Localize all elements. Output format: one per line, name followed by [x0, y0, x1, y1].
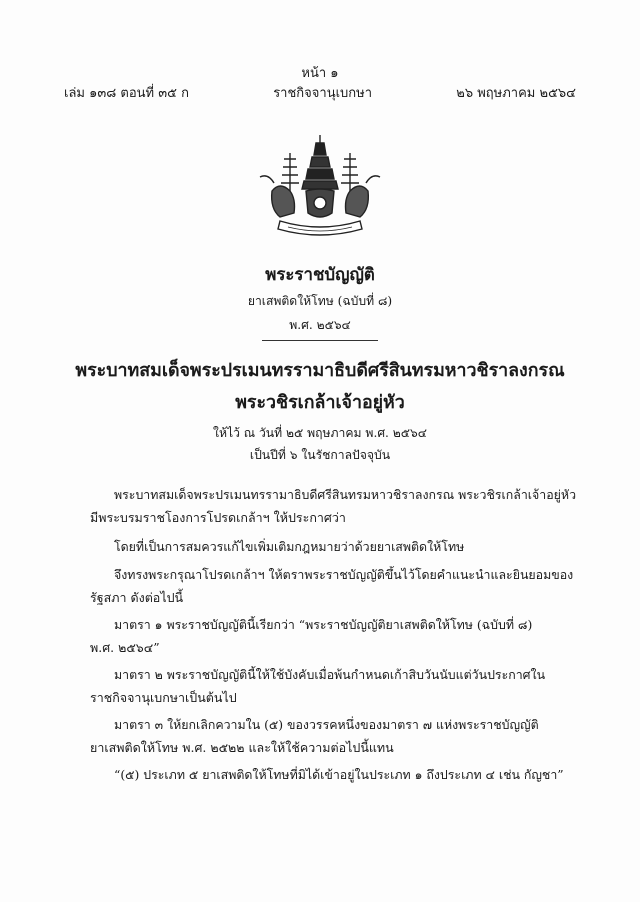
section-2-line-1: มาตรา ๒ พระราชบัญญัตินี้ให้ใช้บังคับเมื่อพ้นกำหนดเก้าสิบวันนับแต่วันประกาศใน: [114, 667, 546, 682]
section-2-line-2: ราชกิจจานุเบกษาเป็นต้นไป: [90, 690, 237, 705]
paragraph-2: โดยที่เป็นการสมควรแก้ไขเพิ่มเติมกฎหมายว่าด้วยยาเสพติดให้โทษ: [114, 539, 465, 554]
paragraph-1-line-2: มีพระบรมราชโองการโปรดเกล้าฯ ให้ประกาศว่า: [90, 510, 346, 525]
paragraph-3-line-2: รัฐสภา ดังต่อไปนี้: [90, 590, 184, 605]
king-name-line1: พระบาทสมเด็จพระปรเมนทรรามาธิบดีศรีสินทรมหาวชิราลงกรณ: [75, 360, 565, 381]
section-3-line-2: ยาเสพติดให้โทษ พ.ศ. ๒๕๒๒ และให้ใช้ความต่อไปนี้แทน: [90, 740, 394, 755]
section-1-line-1: มาตรา ๑ พระราชบัญญัตินี้เรียกว่า “พระราชบัญญัติยาเสพติดให้โทษ (ฉบับที่ ๘): [114, 617, 533, 632]
page-number: หน้า ๑: [301, 66, 339, 81]
paragraph-1-line-1: พระบาทสมเด็จพระปรเมนทรรามาธิบดีศรีสินทรมหาวชิราลงกรณ พระวชิรเกล้าเจ้าอยู่หัว: [114, 487, 577, 502]
reign-year: เป็นปีที่ ๖ ในรัชกาลปัจจุบัน: [249, 448, 391, 462]
volume-issue: เล่ม ๑๓๘ ตอนที่ ๓๕ ก: [64, 86, 189, 101]
publish-date: ๒๖ พฤษภาคม ๒๕๖๔: [456, 86, 576, 101]
section-1-line-2: พ.ศ. ๒๕๖๔”: [90, 640, 160, 655]
king-name-line2: พระวชิรเกล้าเจ้าอยู่หัว: [235, 392, 405, 413]
act-subtitle: ยาเสพติดให้โทษ (ฉบับที่ ๘): [247, 294, 393, 308]
gazette-name: ราชกิจจานุเบกษา: [273, 86, 373, 101]
quoted-clause: “(๕) ประเภท ๕ ยาเสพติดให้โทษที่มิได้เข้าอยู่ในประเภท ๑ ถึงประเภท ๔ เช่น กัญชา”: [114, 767, 564, 782]
act-title: พระราชบัญญัติ: [265, 264, 375, 284]
given-date: ให้ไว้ ณ วันที่ ๒๕ พฤษภาคม พ.ศ. ๒๕๖๔: [213, 426, 427, 440]
act-year: พ.ศ. ๒๕๖๔: [289, 318, 351, 332]
paragraph-3-line-1: จึงทรงพระกรุณาโปรดเกล้าฯ ให้ตราพระราชบัญญัติขึ้นไว้โดยคำแนะนำและยินยอมของ: [114, 567, 574, 582]
section-3-line-1: มาตรา ๓ ให้ยกเลิกความใน (๕) ของวรรคหนึ่งของมาตรา ๗ แห่งพระราชบัญญัติ: [114, 717, 539, 732]
divider: [262, 340, 378, 341]
royal-emblem-icon: [250, 133, 390, 241]
gazette-header: [64, 82, 576, 103]
